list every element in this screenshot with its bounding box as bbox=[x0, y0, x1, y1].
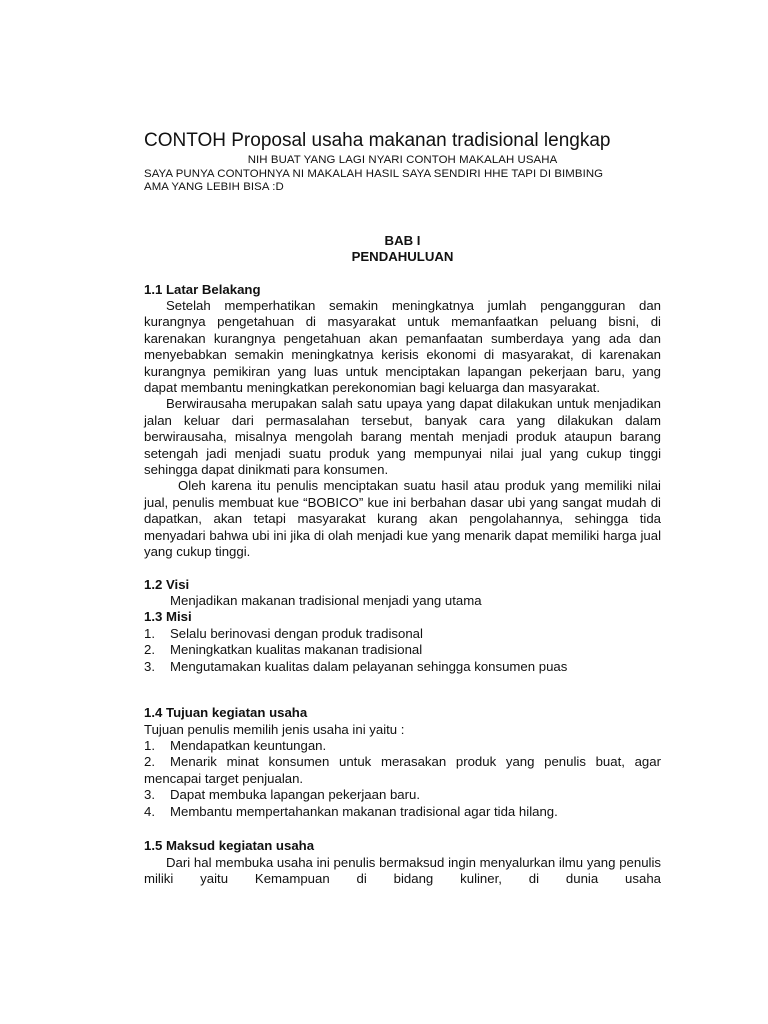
list-item bbox=[144, 626, 661, 642]
list-number: 2. bbox=[144, 754, 155, 770]
list-item bbox=[144, 642, 661, 658]
section-heading-misi: 1.3 Misi bbox=[144, 609, 192, 625]
section-heading-maksud: 1.5 Maksud kegiatan usaha bbox=[144, 838, 315, 854]
list-text: Mengutamakan kualitas dalam pelayanan sehingga konsumen puas bbox=[170, 658, 568, 674]
list-number: 1. bbox=[144, 625, 155, 641]
paragraph: Setelah memperhatikan semakin meningkatnya jumlah pengangguran dan kurangnya pengetahuan di masyarakat untuk memanfaatkan peluang bisni, di karenakan kurangnya pengetahuan akan pemanfaatan sumberdaya yang ada dan menyebabkan semakin meningkatnya kerisis ekonomi di masyarakat, di karenakan kurangnya pemikiran yang luas untuk menciptakan lapangan pekerjaan baru, yang dapat membantu meningkatkan perekonomian bagi keluarga dan masyarakat. bbox=[144, 298, 661, 396]
document-title: CONTOH Proposal usaha makanan tradisional lengkap bbox=[144, 130, 611, 151]
document-page bbox=[144, 130, 661, 887]
intro-line-2: SAYA PUNYA CONTOHNYA NI MAKALAH HASIL SAYA SENDIRI HHE TAPI DI BIMBING bbox=[144, 167, 604, 180]
list-text: Dapat membuka lapangan pekerjaan baru. bbox=[170, 787, 420, 803]
section-heading-visi: 1.2 Visi bbox=[144, 576, 190, 592]
list-number: 4. bbox=[144, 803, 155, 819]
list-item bbox=[144, 754, 661, 787]
chapter-title: PENDAHULUAN bbox=[351, 249, 454, 264]
section-heading-tujuan: 1.4 Tujuan kegiatan usaha bbox=[144, 705, 308, 721]
list-item bbox=[144, 659, 661, 675]
list-text: Membantu mempertahankan makanan tradisional agar tida hilang. bbox=[170, 803, 558, 819]
list-text: Menarik minat konsumen untuk merasakan produk yang penulis buat, agar mencapai target penjualan. bbox=[144, 754, 661, 786]
intro-line-3: AMA YANG LEBIH BISA :D bbox=[144, 181, 284, 193]
list-item bbox=[144, 787, 661, 803]
tujuan-intro: Tujuan penulis memilih jenis usaha ini yaitu : bbox=[144, 721, 405, 737]
list-number: 3. bbox=[144, 658, 155, 674]
paragraph: Dari hal membuka usaha ini penulis bermaksud ingin menyalurkan ilmu yang penulis miliki yaitu Kemampuan di bidang kuliner, di dunia usaha bbox=[144, 854, 661, 886]
chapter-number: BAB I bbox=[384, 232, 421, 248]
intro-line-1: NIH BUAT YANG LAGI NYARI CONTOH MAKALAH USAHA bbox=[247, 154, 558, 166]
section-heading-latar-belakang: 1.1 Latar Belakang bbox=[144, 281, 261, 297]
list-text: Meningkatkan kualitas makanan tradisional bbox=[170, 642, 423, 658]
misi-list bbox=[144, 626, 661, 675]
list-number: 3. bbox=[144, 787, 155, 803]
list-text: Mendapatkan keuntungan. bbox=[170, 738, 327, 754]
list-number: 1. bbox=[144, 738, 155, 754]
visi-text: Menjadikan makanan tradisional menjadi yang utama bbox=[170, 593, 482, 608]
list-number: 2. bbox=[144, 642, 155, 658]
list-text: Selalu berinovasi dengan produk tradisonal bbox=[170, 625, 423, 641]
list-item bbox=[144, 804, 661, 820]
paragraph: Berwirausaha merupakan salah satu upaya yang dapat dilakukan untuk menjadikan jalan keluar dari permasalahan tersebut, banyak cara yang dilakukan dalam berwirausaha, misalnya mengolah barang mentah menjadi produk ataupun barang setengah jadi menjadi suatu produk yang mempunyai nilai jual yang cukup tinggi sehingga dapat dinikmati para konsumen. bbox=[144, 396, 661, 478]
tujuan-list bbox=[144, 738, 661, 820]
list-item bbox=[144, 738, 661, 754]
paragraph: Oleh karena itu penulis menciptakan suatu hasil atau produk yang memiliki nilai jual, penulis membuat kue “BOBICO” kue ini berbahan dasar ubi yang sangat mudah di dapatkan, akan tetapi masyarakat kurang akan pengolahannya, sehingga tida menyadari bahwa ubi ini jika di olah menjadi kue yang menarik dapat memiliki harga jual yang cukup tinggi. bbox=[144, 478, 661, 560]
